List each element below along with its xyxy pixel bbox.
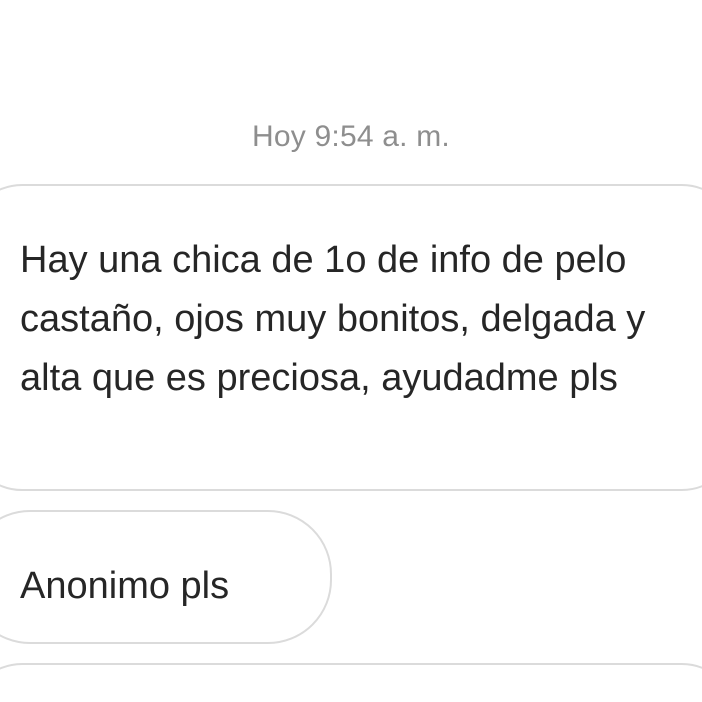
- message-bubble[interactable]: [0, 510, 332, 644]
- message-text: Anonimo pls: [20, 565, 230, 607]
- message-bubble-partial[interactable]: [0, 663, 702, 702]
- message-bubble[interactable]: [0, 184, 702, 491]
- message-timestamp: Hoy 9:54 a. m.: [252, 120, 450, 153]
- message-text: Hay una chica de 1o de info de pelo castaño, ojos muy bonitos, delgada y alta que es preciosa, ayudadme pls: [20, 239, 646, 399]
